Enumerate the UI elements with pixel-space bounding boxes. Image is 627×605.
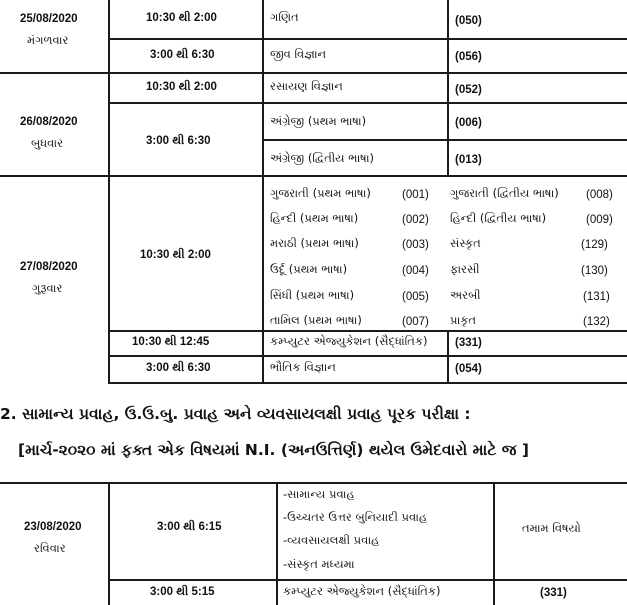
- table2-rule: [0, 482, 627, 484]
- subject-code: (050): [455, 15, 482, 27]
- exam-time: 3:00 થી 5:15: [150, 586, 215, 598]
- exam-date: 23/08/2020: [24, 521, 82, 533]
- language-first: સિંધી (પ્રથમ ભાષા): [270, 288, 355, 302]
- table1-rule: [108, 382, 627, 384]
- table2-rule: [493, 482, 495, 605]
- subject-code: (331): [540, 587, 567, 599]
- table1-rule: [0, 72, 627, 74]
- subject-code: (052): [455, 84, 482, 96]
- table1-rule: [108, 38, 627, 40]
- table1-rule: [447, 139, 449, 175]
- language-second-code: (129): [581, 239, 608, 251]
- table2-rule: [108, 482, 110, 605]
- language-second: હિન્દી (દ્વિતીય ભાષા): [450, 211, 547, 225]
- exam-date: 27/08/2020: [20, 261, 78, 273]
- table1-rule: [447, 0, 449, 139]
- language-first-code: (007): [402, 316, 429, 328]
- subject-name: જીવ વિજ્ઞાન: [270, 47, 327, 61]
- exam-time: 3:00 થી 6:30: [146, 135, 211, 147]
- table1-rule: [447, 330, 449, 382]
- table1-rule: [108, 102, 627, 104]
- subject-name: કમ્પ્યુટર એજ્યુકેશન (સૈદ્ધાંતિક): [270, 334, 428, 348]
- subject-name: રસાયણ વિજ્ઞાન: [270, 79, 343, 93]
- exam-time: 3:00 થી 6:15: [157, 521, 222, 533]
- exam-time: 10:30 થી 2:00: [146, 12, 217, 24]
- subject-name: ગણિત: [270, 10, 299, 24]
- subject-code: (006): [455, 117, 482, 129]
- exam-time: 3:00 થી 6:30: [146, 362, 211, 374]
- language-second: સંસ્કૃત: [450, 236, 481, 250]
- subject-name: તમામ વિષયો: [522, 521, 581, 535]
- stream-name: -વ્યવસાયલક્ષી પ્રવાહ: [283, 533, 380, 547]
- exam-time: 10:30 થી 12:45: [132, 336, 210, 348]
- language-first-code: (003): [402, 239, 429, 251]
- subject-code: (054): [455, 363, 482, 375]
- stream-name: -સંસ્કૃત મધ્યમા: [283, 557, 355, 571]
- exam-day: બુધવાર: [31, 136, 64, 150]
- exam-time: 3:00 થી 6:30: [150, 49, 215, 61]
- subject-name: અંગ્રેજી (દ્વિતીય ભાષા): [270, 151, 374, 165]
- section-subheading: [માર્ચ-૨૦૨૦ માં ફક્ત એક વિષયમાં N.I. (અનઉત્તિર્ણ) થયેલ ઉમેદવારો માટે જ ]: [18, 441, 529, 459]
- language-second: ફારસી: [450, 262, 480, 276]
- language-first: મરાઠી (પ્રથમ ભાષા): [270, 236, 359, 250]
- subject-name: અંગ્રેજી (પ્રથમ ભાષા): [270, 114, 367, 128]
- exam-date: 25/08/2020: [20, 13, 78, 25]
- subject-code: (013): [455, 154, 482, 166]
- exam-time: 10:30 થી 2:00: [146, 81, 217, 93]
- language-first: ગુજરાતી (પ્રથમ ભાષા): [270, 186, 371, 200]
- language-first-code: (004): [402, 265, 429, 277]
- table1-rule: [262, 139, 627, 141]
- language-second-code: (008): [586, 189, 613, 201]
- language-first: તામિલ (પ્રથમ ભાષા): [270, 313, 362, 327]
- language-second: પ્રાકૃત: [450, 313, 477, 327]
- language-first-code: (002): [402, 214, 429, 226]
- subject-name: ભૌતિક વિજ્ઞાન: [270, 360, 336, 374]
- exam-date: 26/08/2020: [20, 116, 78, 128]
- language-first-code: (005): [402, 291, 429, 303]
- exam-day: ગુરૂવાર: [32, 281, 63, 295]
- exam-day: રવિવાર: [34, 541, 66, 555]
- language-second-code: (130): [581, 265, 608, 277]
- exam-time: 10:30 થી 2:00: [140, 249, 211, 261]
- stream-name: -સામાન્ય પ્રવાહ: [283, 487, 355, 501]
- section-number: 2.: [0, 405, 17, 423]
- table1-rule: [108, 0, 110, 383]
- table1-rule: [0, 175, 627, 177]
- exam-day: મંગળવાર: [27, 33, 69, 47]
- stream-name: -ઉચ્ચતર ઉત્તર બુનિયાદી પ્રવાહ: [283, 510, 428, 524]
- section-heading: સામાન્ય પ્રવાહ, ઉ.ઉ.બુ. પ્રવાહ અને વ્યવસાયલક્ષી પ્રવાહ પૂરક પરીક્ષા :: [22, 405, 471, 423]
- table1-rule: [108, 355, 627, 357]
- subject-code: (331): [455, 337, 482, 349]
- table2-rule: [276, 482, 278, 605]
- language-second-code: (009): [586, 214, 613, 226]
- language-second-code: (132): [583, 316, 610, 328]
- subject-name: કમ્પ્યુટર એજ્યુકેશન (સૈદ્ધાંતિક): [283, 584, 441, 598]
- language-first: હિન્દી (પ્રથમ ભાષા): [270, 211, 359, 225]
- table1-rule: [262, 0, 264, 383]
- table2-rule: [108, 579, 627, 581]
- language-first: ઉર્દૂ (પ્રથમ ભાષા): [270, 262, 348, 276]
- language-second: ગુજરાતી (દ્વિતીય ભાષા): [450, 186, 559, 200]
- table1-rule: [108, 330, 627, 332]
- subject-code: (056): [455, 51, 482, 63]
- language-second-code: (131): [583, 291, 610, 303]
- language-first-code: (001): [402, 189, 429, 201]
- language-second: અરબી: [450, 288, 481, 302]
